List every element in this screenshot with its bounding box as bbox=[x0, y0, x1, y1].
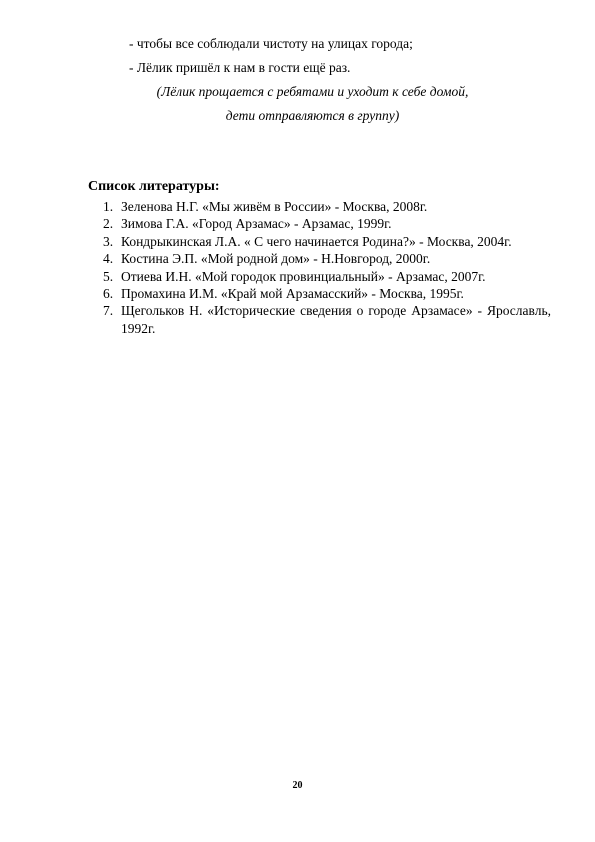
reference-number: 1. bbox=[103, 199, 114, 214]
reference-item bbox=[103, 268, 553, 285]
reference-item bbox=[103, 250, 553, 267]
dialogue-line-1: - чтобы все соблюдали чистоту на улицах города; bbox=[129, 36, 413, 51]
stage-direction-line-1: (Лёлик прощается с ребятами и уходит к себе домой, bbox=[156, 84, 469, 99]
reference-number: 5. bbox=[103, 268, 114, 284]
reference-item bbox=[103, 285, 553, 302]
reference-number: 6. bbox=[103, 286, 114, 302]
reference-number: 2. bbox=[103, 216, 114, 232]
stage-direction-line-2: дети отправляются в группу) bbox=[225, 108, 400, 123]
reference-item bbox=[103, 233, 553, 250]
reference-list bbox=[103, 198, 553, 337]
reference-number: 3. bbox=[103, 233, 114, 249]
reference-text: Промахина И.М. «Край мой Арзамасский» - Москва, 1995г. bbox=[121, 286, 464, 302]
reference-text: Костина Э.П. «Мой родной дом» - Н.Новгород, 2000г. bbox=[121, 251, 431, 267]
dialogue-line-2: - Лёлик пришёл к нам в гости ещё раз. bbox=[129, 60, 351, 75]
reference-number: 7. bbox=[103, 303, 114, 319]
reference-text: Зеленова Н.Г. «Мы живём в России» - Москва, 2008г. bbox=[121, 199, 428, 214]
reference-text: Зимова Г.А. «Город Арзамас» - Арзамас, 1999г. bbox=[121, 216, 392, 232]
reference-text: Отиева И.Н. «Мой городок провинциальный» - Арзамас, 2007г. bbox=[121, 268, 486, 284]
reference-number: 4. bbox=[103, 251, 114, 267]
reference-item bbox=[103, 198, 553, 215]
literature-heading: Список литературы: bbox=[88, 179, 220, 194]
reference-text: Щегольков Н. «Исторические сведения о городе Арзамасе» - Ярославль, 1992г. bbox=[121, 303, 551, 336]
reference-text: Кондрыкинская Л.А. « С чего начинается Родина?» - Москва, 2004г. bbox=[121, 233, 512, 249]
page-number: 20 bbox=[292, 780, 303, 791]
reference-item bbox=[103, 302, 553, 337]
reference-item bbox=[103, 215, 553, 232]
